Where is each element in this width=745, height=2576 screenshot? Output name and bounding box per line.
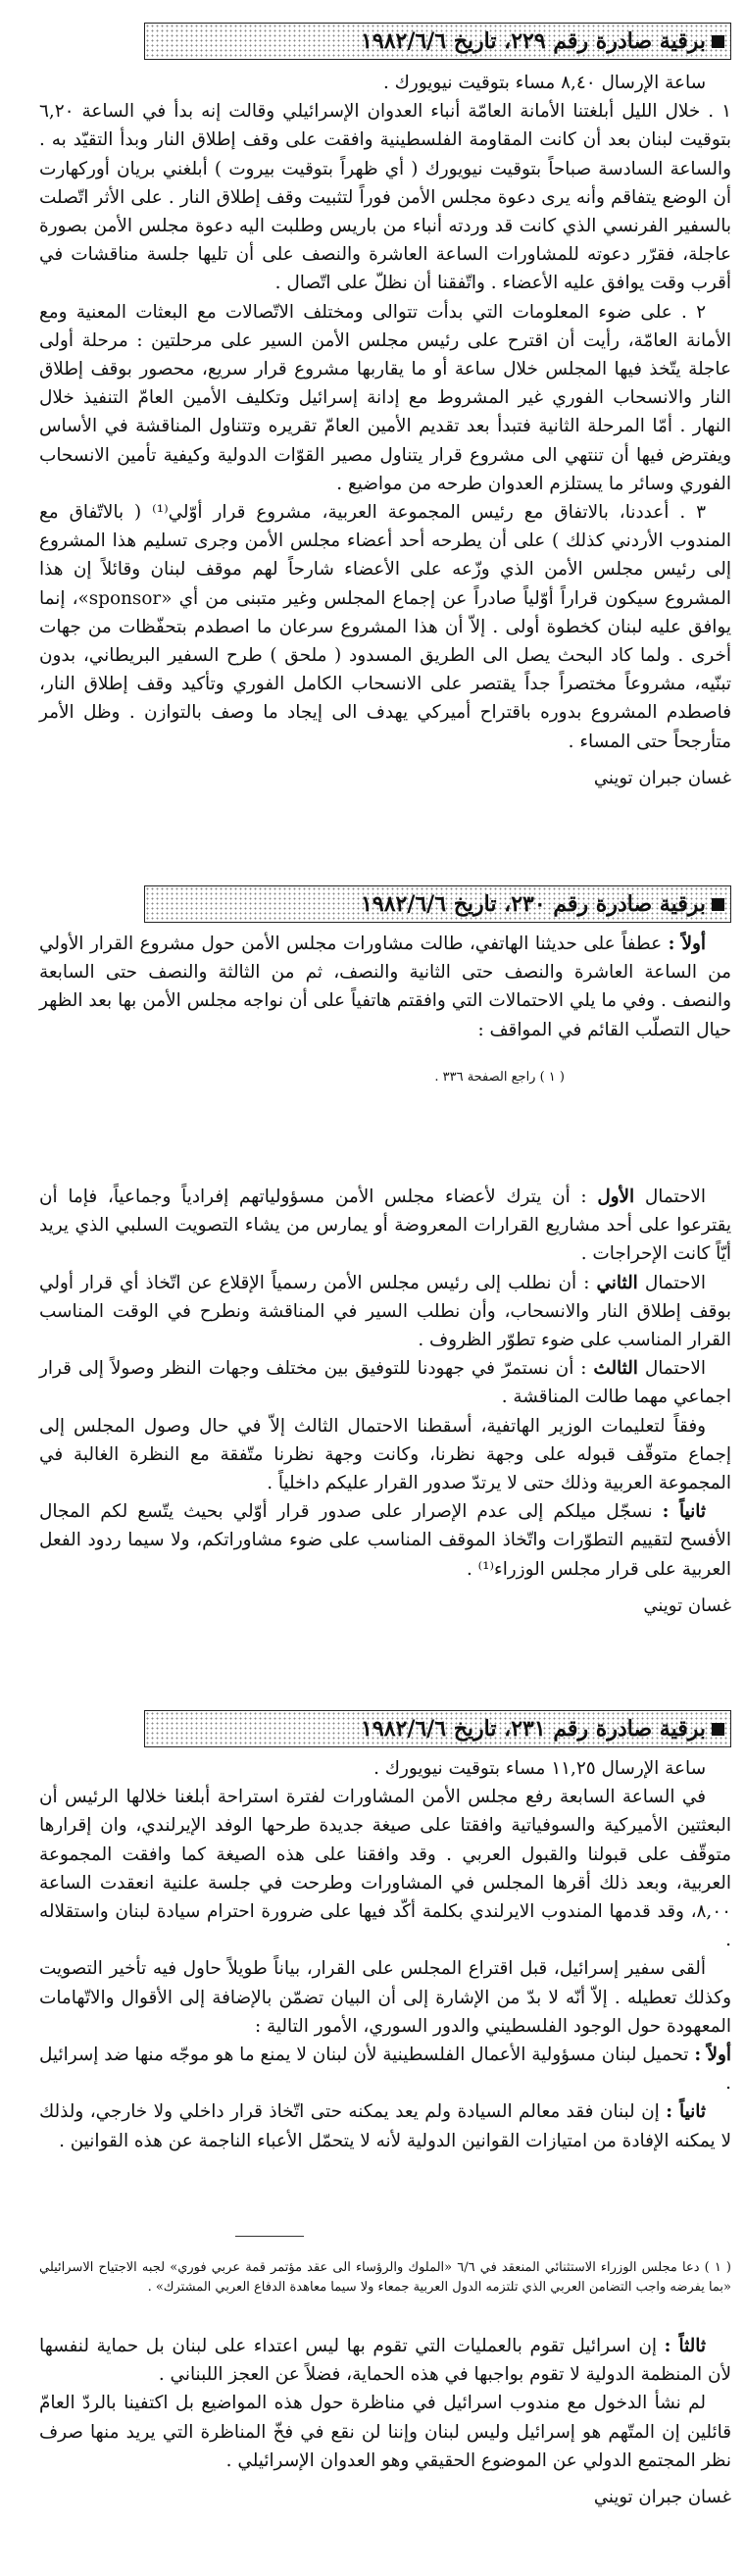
paragraph: ٢ . على ضوء المعلومات التي بدأت تتوالى ومختلف الاتّصالات مع البعثات المعنية ومع الأمانة العامّة، رأيت أن اقترح على رئيس مجلس الأمن السير على مرحلتين : مرحلة أولى عاجلة يتّخذ فيها المجلس خلال ساعة أو ما يقاربها مشروع قرار سريع، محصور بوقف إطلاق النار والانسحاب الفوري غير المشروط مع إدانة إسرائيل وتكليف الأمين العامّ التنفيذ خلال النهار . أمّا المرحلة الثانية فتبدأ بعد تقديم الأمين العامّ تقريره وتتناول المناقشة في الأساس ويفترض فيها أن تنتهي الى مشروع قرار يتناول مصير القوّات الدولية وكيفية تأمين الانسحاب الفوري وسائر ما يستلزم العدوان طرحه من مواضيع . — [39, 301, 731, 494]
square-bullet-icon — [712, 35, 724, 48]
label: ثانياً : — [666, 2101, 706, 2123]
label: ثانياً : — [662, 1501, 706, 1523]
paragraph — [39, 2332, 731, 2389]
paragraph: وفقاً لتعليمات الوزير الهاتفية، أسقطنا الاحتمال الثالث إلاّ في حال وصول المجلس إلى إجماع متوقّف قبوله على وجهة نظرنا، وكانت وجهة نظرنا متّفقة مع النظرة الغالبة في المجموعة العربية وذلك حتى لا يرتدّ صدور القرار عليكم داخلياً . — [39, 1415, 731, 1494]
paragraph: ألقى سفير إسرائيل، قبل اقتراع المجلس على القرار، بياناً طويلاً حاول فيه تأخير التصويت وكذلك تعطيله . إلاّ أنّه لا بدّ من الإشارة إلى أن البيان تضمّن بالإضافة إلى الأقوال والاتّهامات المعهودة حول الوجود الفلسطيني والدور السوري، الأمور التالية : — [39, 1958, 731, 2037]
cable-230 — [39, 884, 731, 1087]
paragraph — [39, 1497, 731, 1584]
text: إن اسرائيل تقوم بالعمليات التي تقوم بها ليس اعتداء على لبنان بل حماية لنفسها لأن المنظمة الدولية لا تقوم بواجبها في هذه الحماية، فضلاً عن العجز اللبناني . — [39, 2336, 731, 2386]
paragraph: لم نشأ الدخول مع مندوب اسرائيل في مناظرة حول هذه المواضيع بل اكتفينا بالردّ العامّ قائلين إن المتّهم هو إسرائيل وليس لبنان وإننا لن نقع في فخّ المناظرة التي يريد منها صرف نظر المجتمع الدولي عن الموضوع الحقيقي وهو العدوان الإسرائيلي . — [39, 2393, 731, 2471]
footnote-block — [39, 2236, 731, 2298]
signature: غسان جبران تويني — [593, 2487, 731, 2508]
send-time: ساعة الإرسال ٨,٤٠ مساء بتوقيت نيويورك . — [382, 73, 706, 93]
cable-heading — [39, 22, 731, 61]
footnote-separator — [235, 2236, 304, 2237]
heading-box — [144, 23, 731, 60]
cable-heading — [39, 1709, 731, 1748]
square-bullet-icon — [712, 1723, 724, 1736]
text: : أن يترك لأعضاء مجلس الأمن مسؤولياتهم إفرادياً وجماعياً، فإما أن يقترعوا على أحد مشاريع القرارات المعروضة أو يمارس من يشاء التصويت السلبي الذي يريد أيّاً كانت الإحراجات . — [39, 1187, 731, 1265]
label-bold: الثاني — [596, 1272, 638, 1293]
option — [39, 1269, 731, 1355]
text: نسجّل ميلكم إلى عدم الإصرار على صدور قرار أوّلي بحيث يتّسع لكم المجال الأفسح لتقييم التطوّرات واتّخاذ الموقف المناسب على ضوء مشاوراتكم، ولا سيما ردود الفعل العربية على قرار مجلس الوزراء⁽¹⁾ . — [39, 1501, 731, 1580]
cable-230-continued — [39, 1183, 731, 1620]
text: تحميل لبنان مسؤولية الأعمال الفلسطينية لأن لبنان لا يمنع ما هو موجّه منها ضد إسرائيل . — [39, 2045, 731, 2095]
option — [39, 1354, 731, 1411]
paragraph — [39, 2097, 731, 2154]
cable-229 — [39, 22, 731, 792]
label: الاحتمال — [637, 1358, 706, 1380]
option — [39, 1183, 731, 1269]
cable-231-continued — [39, 2332, 731, 2511]
heading-text: برقية صادرة رقم ٢٣١، تاريخ ١٩٨٢/٦/٦ — [361, 1716, 706, 1742]
label-bold: الأول — [597, 1187, 635, 1207]
paragraph: ١ . خلال الليل أبلغتنا الأمانة العامّة أنباء العدوان الإسرائيلي وقالت إنه بدأ في الساعة ٦,٢٠ بتوقيت لبنان بعد أن كانت المقاومة الفلسطينية وافقت على وقف إطلاق النار وبدأ التقيّد به . والساعة السادسة صباحاً بتوقيت نيويورك ( أي ظهراً بتوقيت بيروت ) أبلغني بريان أوركهارت أن الوضع يتفاقم وأنه يرى دعوة مجلس الأمن فوراً لتثبيت وقف إطلاق النار . على الأثر اتّصلت بالسفير الفرنسي الذي كانت قد وردته أنباء من باريس وطلبت اليه دعوة مجلس الأمن بصورة عاجلة، فقرّر دعوته للمشاورات الساعة العاشرة والنصف على أن تليها جلسة مناقشات في أقرب وقت يوافق عليه الأعضاء . واتّفقنا أن نظلّ على اتّصال . — [39, 101, 731, 294]
footnote: ( ١ ) دعا مجلس الوزراء الاستثنائي المنعقد في ٦/٦ «الملوك والرؤساء الى عقد مؤتمر قمة عربي فوري» لجبه الاجتياح الاسرائيلي «بما يفرضه واجب التضامن العربي الذي تلتزمه الدول العربية جمعاء ولا سيما معاهدة الدفاع العربي المشترك» . — [39, 2260, 731, 2295]
cable-231 — [39, 1709, 731, 2155]
label-bold: الثالث — [593, 1358, 638, 1380]
heading-text: برقية صادرة رقم ٢٣٠، تاريخ ١٩٨٢/٦/٦ — [361, 891, 706, 917]
text: : أن نطلب إلى رئيس مجلس الأمن رسمياً الإقلاع عن اتّخاذ أي قرار أولي بوقف إطلاق النار والانسحاب، وأن نطلب السير في المناقشة ونطرح في الوقت المناسب القرار المناسب على ضوء تطوّر الظروف . — [39, 1272, 731, 1351]
label: الاحتمال — [637, 1272, 706, 1293]
paragraph: في الساعة السابعة رفع مجلس الأمن المشاورات لفترة استراحة أبلغنا خلالها الرئيس أن البعثتين الأميركية والسوفياتية وافقتا على صيغة جديدة طرحها الوفد الإيرلندي، وان إقرارها متوقّف على قبولنا والقبول العربي . وقد وافقنا على هذه الصيغة كما وافقت المجموعة العربية، وبعد ذلك أقرها المجلس في المشاورات وطرحت في جلسة علنية انعقدت الساعة ٨,٠٠، وقد قدمها المندوب الايرلندي بكلمة أكّد فيها على ضرورة احترام سيادة لبنان واستقلاله . — [39, 1787, 731, 1951]
paragraph — [39, 2041, 731, 2097]
label: ثالثاً : — [664, 2336, 706, 2356]
text: : أن نستمرّ في جهودنا للتوفيق بين مختلف وجهات النظر وصولاً إلى قرار اجماعي مهما طالت المناقشة . — [39, 1358, 731, 1408]
label: الاحتمال — [634, 1187, 706, 1207]
signature: غسان جبران تويني — [593, 767, 731, 788]
heading-box — [144, 1710, 731, 1747]
cable-heading — [39, 884, 731, 924]
signature: غسان تويني — [643, 1594, 731, 1616]
label: أولاً : — [694, 2045, 732, 2066]
footnote: ( ١ ) راجع الصفحة ٣٣٦ . — [434, 1069, 565, 1085]
label: أولاً : — [668, 934, 706, 954]
paragraph — [39, 930, 731, 1044]
square-bullet-icon — [712, 898, 724, 911]
paragraph: ٣ . أعددنا، بالاتفاق مع رئيس المجموعة العربية، مشروع قرار أوّلي⁽¹⁾ ( بالاتّفاق مع المندوب الأردني كذلك ) على أن يطرحه أحد أعضاء مجلس الأمن وجرى تسليم هذا المشروع إلى رئيس مجلس الأمن الذي وزّعه على الأعضاء شارحاً لهم موقف لبنان وقائلاً إن هذا المشروع سيكون قراراً أوّلياً صادراً عن إجماع المجلس وغير متبنى من أي «sponsor»، إنما يوافق عليه لبنان كخطوة أولى . إلاّ أن هذا المشروع سرعان ما اصطدم بتحفّظات من جهات أخرى . ولما كاد البحث يصل الى الطريق المسدود ( ملحق ) طرح السفير البريطاني، بدون تبنّيه، مشروعاً مختصراً جداً يقتصر على الانسحاب الكامل الفوري وتأكيد وقف إطلاق النار، فاصطدم المشروع بدوره باقتراح أميركي يهدف الى إيجاد ما وصف بالتوازن . وظل الأمر متأرجحاً حتى المساء . — [39, 502, 732, 752]
send-time: ساعة الإرسال ١١,٢٥ مساء بتوقيت نيويورك . — [373, 1758, 706, 1779]
heading-text: برقية صادرة رقم ٢٢٩، تاريخ ١٩٨٢/٦/٦ — [361, 28, 706, 54]
text: عطفاً على حديثنا الهاتفي، طالت مشاورات مجلس الأمن حول مشروع القرار الأولي من الساعة العاشرة والنصف حتى الثانية والنصف، ثم من الثالثة والنصف حتى السابعة والنصف . وفي ما يلي الاحتمالات التي وافقتم هاتفياً على أن نواجه مجلس الأمن بها بعد الظهر حيال التصلّب القائم في المواقف : — [39, 934, 731, 1040]
heading-box — [144, 885, 731, 923]
text: إن لبنان فقد معالم السيادة ولم يعد يمكنه حتى اتّخاذ قرار داخلي ولا خارجي، ولذلك لا يمكنه الإفادة من امتيازات القوانين الدولية لأنه لا يتحمّل الأعباء الناجمة عن هذه القوانين . — [39, 2101, 731, 2151]
